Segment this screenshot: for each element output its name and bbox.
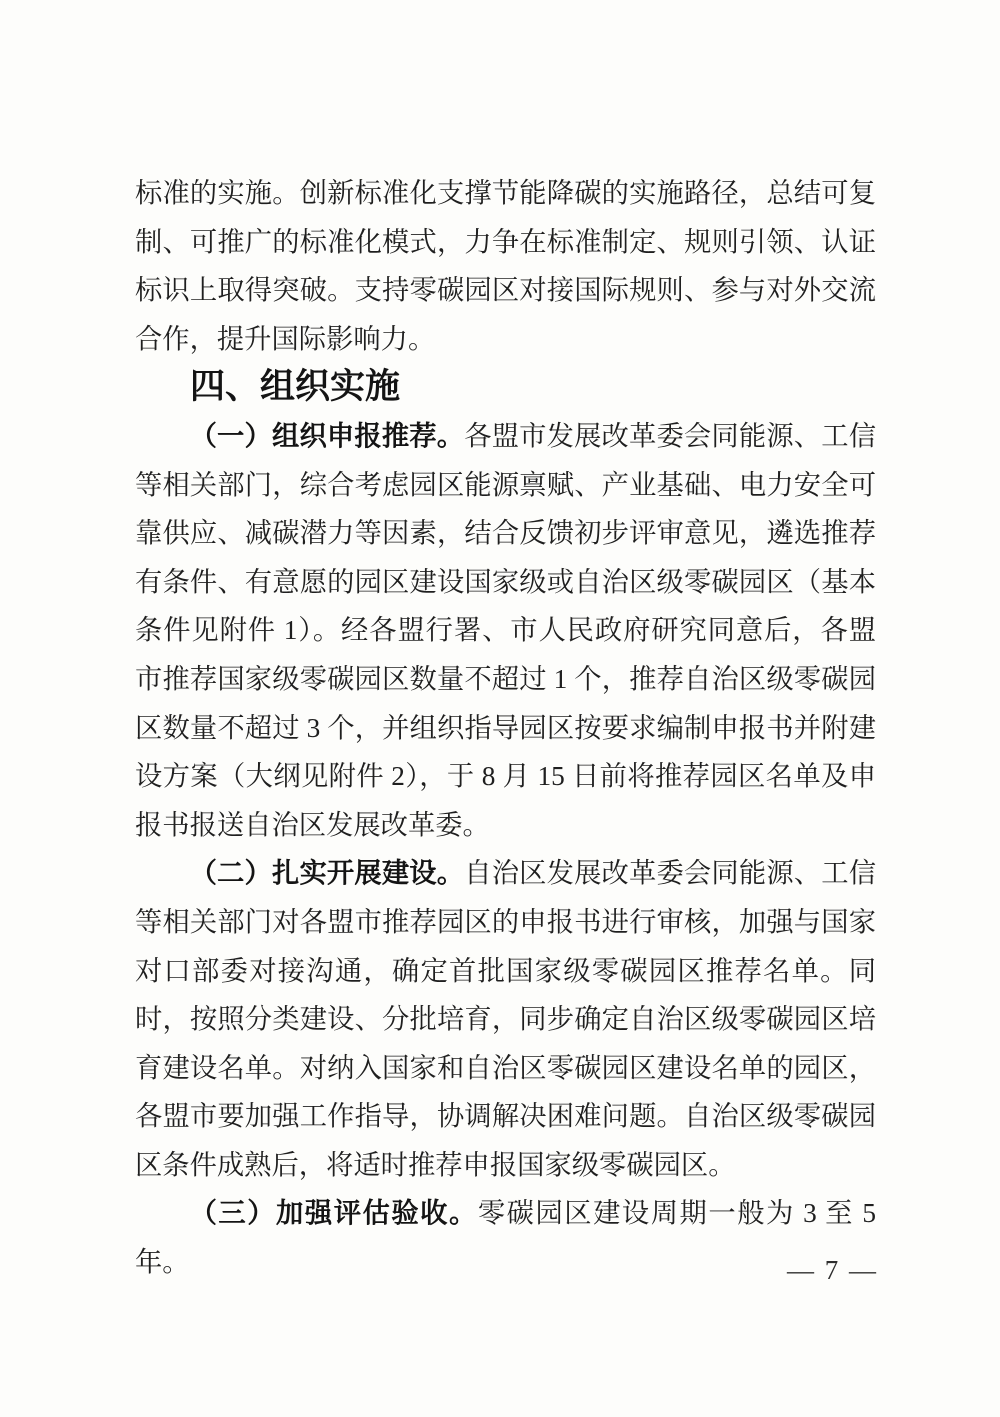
page-number: — 7 —	[787, 1255, 878, 1285]
paragraph-item-3	[135, 1189, 876, 1286]
item-2-run-in-heading: （二）扎实开展建设。	[189, 858, 465, 889]
paragraph-item-2	[135, 849, 876, 1189]
section-heading-4: 四、组织实施	[190, 367, 401, 407]
item-1-run-in-heading: （一）组织申报推荐。	[189, 420, 465, 451]
item-3-body-text: 零碳园区建设周期一般为 3 至 5 年。	[135, 1198, 876, 1278]
document-body	[135, 169, 876, 1287]
paragraph-continuation: 标准的实施。创新标准化支撑节能降碳的实施路径，总结可复制、可推广的标准化模式，力争在标准制定、规则引领、认证标识上取得突破。支持零碳园区对接国际规则、参与对外交流合作，提升国际影响力。	[135, 178, 876, 354]
item-3-run-in-heading: （三）加强评估验收。	[189, 1198, 478, 1229]
paragraph-item-1	[135, 412, 876, 849]
item-2-body-text: 自治区发展改革委会同能源、工信等相关部门对各盟市推荐园区的申报书进行审核，加强与国家对口部委对接沟通，确定首批国家级零碳园区推荐名单。同时，按照分类建设、分批培育，同步确定自治区级零碳园区培育建设名单。对纳入国家和自治区零碳园区建设名单的园区，各盟市要加强工作指导，协调解决困难问题。自治区级零碳园区条件成熟后，将适时推荐申报国家级零碳园区。	[135, 858, 877, 1180]
item-1-body-text: 各盟市发展改革委会同能源、工信等相关部门，综合考虑园区能源禀赋、产业基础、电力安全可靠供应、减碳潜力等因素，结合反馈初步评审意见，遴选推荐有条件、有意愿的园区建设国家级或自治区级零碳园区（基本条件见附件 1）。经各盟行署、市人民政府研究同意后，各盟市推荐国家级零碳园区数量不超过 1 个，推荐自治区级零碳园区数量不超过 3 个，并组织指导园区按要求编制申报书并附建设方案（大纲见附件 2），于 8 月 15 日前将推荐园区名单及申报书报送自治区发展改革委。	[135, 420, 877, 840]
